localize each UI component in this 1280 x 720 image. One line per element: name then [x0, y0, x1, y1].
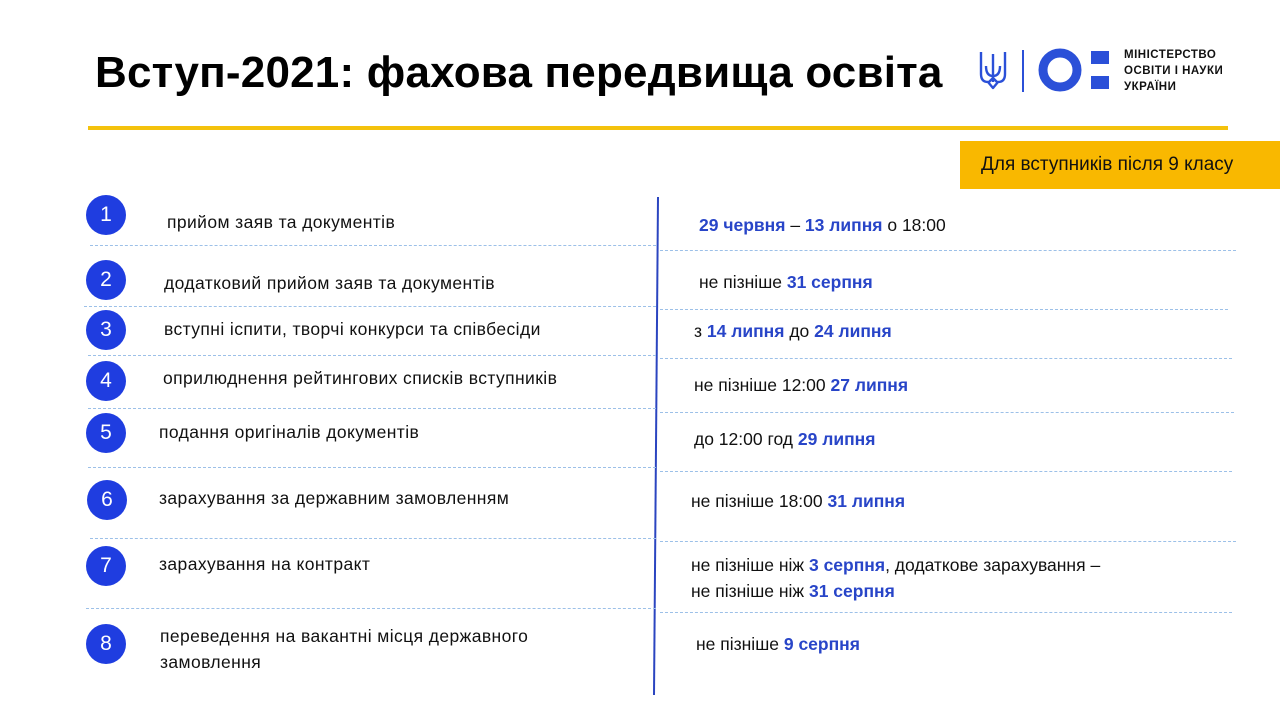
date-highlight: 13 липня — [804, 215, 883, 235]
ministry-name-line3: УКРАЇНИ — [1124, 81, 1177, 93]
step-task: прийом заяв та документів — [167, 212, 396, 232]
step-task: зарахування на контракт — [159, 554, 371, 574]
date-text: не пізніше 18:00 — [691, 491, 828, 511]
step-deadline — [699, 269, 873, 295]
step-task: зарахування за державним замовленням — [159, 488, 510, 508]
row-separator — [90, 245, 656, 246]
ministry-name-line2: ОСВІТИ І НАУКИ — [1124, 65, 1224, 77]
step-task: подання оригіналів документів — [159, 422, 420, 442]
step-number: 5 — [86, 413, 126, 453]
date-text: не пізніше — [699, 272, 787, 292]
date-highlight: 29 липня — [797, 429, 876, 449]
date-text: до 12:00 год — [694, 429, 798, 449]
date-highlight: 3 серпня — [808, 555, 886, 575]
date-highlight: 29 червня — [699, 215, 786, 235]
date-text: не пізніше ніж — [691, 555, 809, 575]
date-text: не пізніше 12:00 — [694, 375, 831, 395]
step-number: 6 — [87, 480, 127, 520]
step-number: 1 — [86, 195, 126, 235]
date-highlight: 31 серпня — [786, 272, 873, 292]
ministry-name-line1: МІНІСТЕРСТВО — [1124, 49, 1217, 61]
row-separator — [660, 412, 1234, 413]
step-deadline — [691, 488, 905, 514]
page-title: Вступ-2021: фахова передвища освіта — [95, 48, 943, 97]
row-separator — [660, 541, 1236, 542]
row-separator — [90, 538, 656, 539]
step-deadline — [694, 426, 875, 452]
date-highlight: 27 липня — [830, 375, 909, 395]
step-task: переведення на вакантні місця державного — [160, 626, 529, 646]
step-deadline — [691, 552, 1100, 578]
row-separator — [88, 408, 656, 409]
step-number: 4 — [86, 361, 126, 401]
row-separator — [88, 467, 656, 468]
step-number: 7 — [86, 546, 126, 586]
row-separator — [86, 608, 656, 609]
step-task-line2: замовлення — [160, 652, 262, 672]
date-text: – — [785, 215, 805, 235]
row-separator — [84, 306, 656, 307]
step-deadline — [694, 372, 908, 398]
step-task: вступні іспити, творчі конкурси та співбесіди — [164, 319, 541, 339]
step-number: 8 — [86, 624, 126, 664]
row-separator — [660, 250, 1236, 251]
date-text: не пізніше — [696, 634, 784, 654]
row-separator — [660, 358, 1232, 359]
row-separator — [88, 355, 656, 356]
date-text: з — [694, 321, 707, 341]
row-separator — [660, 612, 1232, 613]
date-highlight: 24 липня — [814, 321, 892, 341]
row-separator — [660, 471, 1232, 472]
date-highlight: 9 серпня — [783, 634, 860, 654]
step-task: оприлюднення рейтингових списків вступників — [163, 368, 558, 388]
date-highlight: 31 липня — [827, 491, 906, 511]
step-deadline — [699, 212, 946, 238]
date-highlight: 14 липня — [706, 321, 785, 341]
date-highlight: 31 серпня — [808, 581, 895, 601]
step-deadline-line2 — [691, 578, 895, 604]
step-deadline — [696, 631, 860, 657]
step-deadline — [694, 318, 892, 344]
date-text: до — [784, 321, 815, 341]
date-text: о 18:00 — [882, 215, 946, 235]
step-task: додатковий прийом заяв та документів — [164, 273, 495, 293]
row-separator — [660, 309, 1228, 310]
step-number: 2 — [86, 260, 126, 300]
step-number: 3 — [86, 310, 126, 350]
audience-badge: Для вступників після 9 класу — [960, 141, 1280, 189]
date-text: , додаткове зарахування – — [885, 555, 1101, 575]
date-text: не пізніше ніж — [691, 581, 809, 601]
